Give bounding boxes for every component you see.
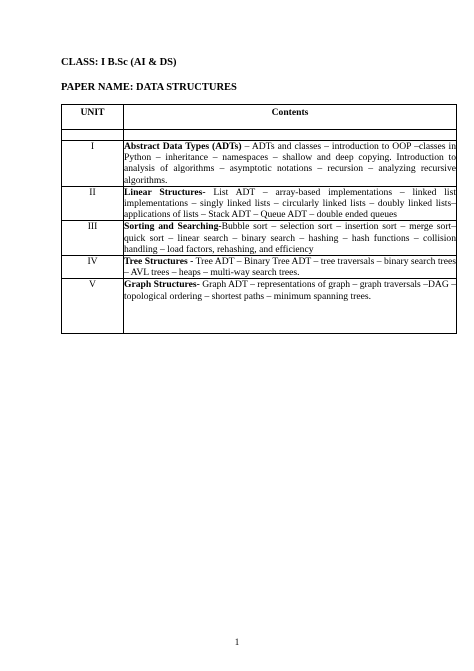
unit-details: Tree ADT – Binary Tree ADT – tree traversals – binary search trees – AVL trees – heaps – multi-way search trees. — [124, 256, 456, 279]
unit-topic: Linear Structures- — [124, 186, 206, 198]
unit-number: III — [62, 221, 124, 256]
spacer-row — [62, 130, 457, 141]
spacer-cell — [62, 130, 124, 141]
table-row — [62, 256, 457, 279]
syllabus-table — [61, 104, 457, 334]
unit-topic: Sorting and Searching- — [124, 221, 222, 233]
unit-contents — [124, 279, 457, 334]
unit-details: – ADTs and classes – introduction to OOP –classes in Python – inheritance – namespaces – shallow and deep copying. Introduction to analysis of algorithms – asymptotic notations – recursion – analyzing recursive algorithms. — [124, 141, 456, 186]
spacer-cell — [124, 130, 457, 141]
unit-contents — [124, 186, 457, 221]
unit-number: IV — [62, 256, 124, 279]
unit-details: Bubble sort – selection sort – insertion sort – merge sort– quick sort – linear search – binary search – hashing – hash functions – collision handling – load factors, rehashing, and efficiency — [124, 221, 456, 255]
table-row — [62, 221, 457, 256]
unit-details: List ADT – array-based implementations – linked list implementations – singly linked lists – circularly linked lists – doubly linked lists– applications of lists – Stack ADT – Queue ADT – double ended queues — [124, 186, 456, 221]
unit-number: I — [62, 141, 124, 187]
unit-number: II — [62, 186, 124, 221]
paper-name-heading: PAPER NAME: DATA STRUCTURES — [61, 82, 237, 93]
unit-contents — [124, 256, 457, 279]
unit-contents — [124, 141, 457, 187]
table-row — [62, 141, 457, 187]
page-number: 1 — [234, 637, 240, 647]
contents-column-header: Contents — [124, 105, 457, 130]
unit-details: Graph ADT – representations of graph – graph traversals –DAG – topological ordering – shortest paths – minimum spanning trees. — [124, 279, 456, 302]
unit-column-header: UNIT — [62, 105, 124, 130]
unit-topic: Graph Structures- — [124, 279, 200, 291]
class-heading: CLASS: I B.Sc (AI & DS) — [61, 57, 177, 68]
table-row — [62, 186, 457, 221]
unit-contents — [124, 221, 457, 256]
unit-topic: Tree Structures - — [124, 256, 194, 268]
unit-topic: Abstract Data Types (ADTs) — [124, 141, 242, 152]
table-header-row — [62, 105, 457, 130]
table-row — [62, 279, 457, 334]
unit-number: V — [62, 279, 124, 334]
